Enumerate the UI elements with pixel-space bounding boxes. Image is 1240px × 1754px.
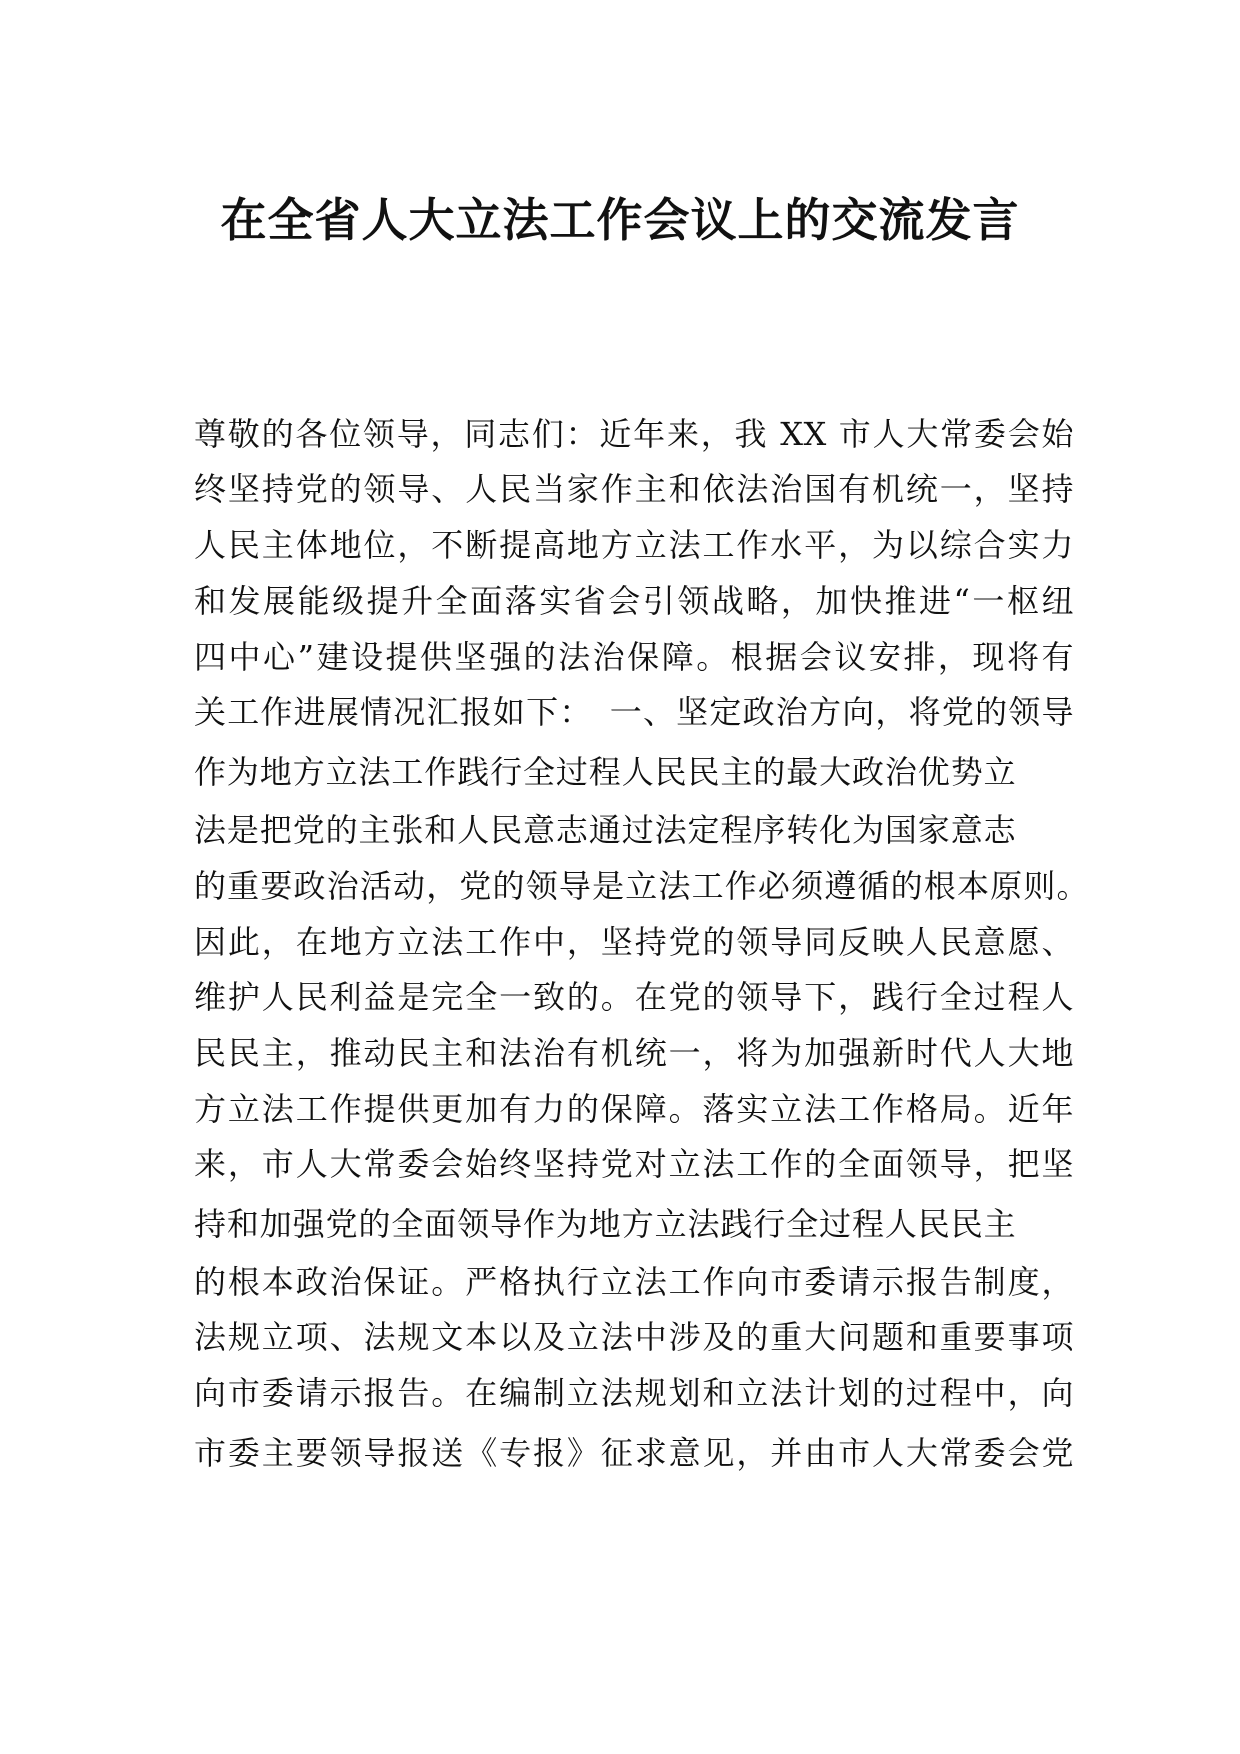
body-line: 来，市人大常委会始终坚持党对立法工作的全面领导，把坚 xyxy=(194,1145,1074,1183)
body-line: 市委主要领导报送《专报》征求意见，并由市人大常委会党 xyxy=(194,1434,1074,1472)
body-line: 关工作进展情况汇报如下： 一、坚定政治方向，将党的领导 xyxy=(194,693,1074,731)
body-line: 作为地方立法工作践行全过程人民民主的最大政治优势立 xyxy=(194,753,1017,791)
body-line: 方立法工作提供更加有力的保障。落实立法工作格局。近年 xyxy=(194,1090,1074,1128)
body-line: 四中心”建设提供坚强的法治保障。根据会议安排，现将有 xyxy=(194,638,1074,676)
body-line: 维护人民利益是完全一致的。在党的领导下，践行全过程人 xyxy=(194,978,1074,1016)
body-line: 向市委请示报告。在编制立法规划和立法计划的过程中，向 xyxy=(194,1374,1074,1412)
body-line: 民民主，推动民主和法治有机统一，将为加强新时代人大地 xyxy=(194,1034,1074,1072)
document-title: 在全省人大立法工作会议上的交流发言 xyxy=(220,193,1020,247)
body-line: 尊敬的各位领导，同志们：近年来，我 XX 市人大常委会始 xyxy=(194,415,1074,453)
body-line: 终坚持党的领导、人民当家作主和依法治国有机统一，坚持 xyxy=(194,470,1074,508)
body-line: 和发展能级提升全面落实省会引领战略，加快推进“一枢纽 xyxy=(194,582,1074,620)
body-line: 持和加强党的全面领导作为地方立法践行全过程人民民主 xyxy=(194,1205,1017,1243)
body-line: 人民主体地位，不断提高地方立法工作水平，为以综合实力 xyxy=(194,526,1074,564)
body-line: 法是把党的主张和人民意志通过法定程序转化为国家意志 xyxy=(194,811,1017,849)
body-line: 因此，在地方立法工作中，坚持党的领导同反映人民意愿、 xyxy=(194,923,1074,961)
body-line: 的根本政治保证。严格执行立法工作向市委请示报告制度， xyxy=(194,1263,1074,1301)
body-line: 法规立项、法规文本以及立法中涉及的重大问题和重要事项 xyxy=(194,1318,1074,1356)
body-line: 的重要政治活动，党的领导是立法工作必须遵循的根本原则。 xyxy=(194,867,1089,905)
